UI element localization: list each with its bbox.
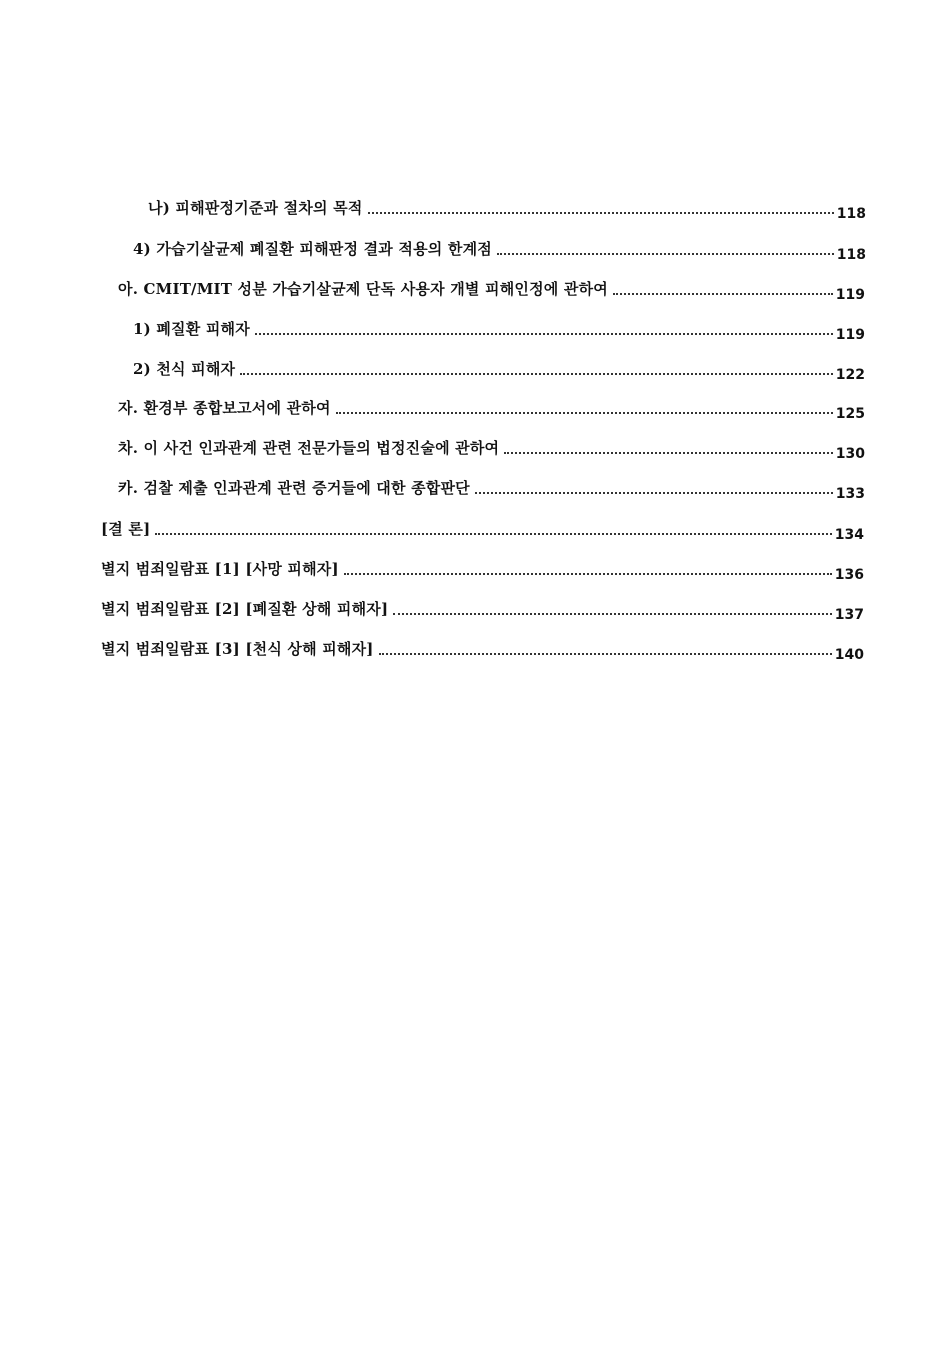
toc-entry-page: 136	[834, 567, 864, 583]
toc-entry-page: 130	[835, 446, 865, 462]
toc-entry-page: 133	[835, 486, 865, 502]
toc-entry	[118, 437, 865, 463]
toc-entry	[118, 278, 865, 304]
toc-entry-label: 별지 범죄일람표 [1] [사망 피해자]	[101, 560, 339, 578]
dot-leader	[475, 492, 833, 494]
dot-leader	[255, 333, 833, 335]
toc-entry	[118, 477, 865, 503]
dot-leader	[336, 412, 833, 414]
toc-entry-label: 1) 폐질환 피해자	[133, 320, 250, 338]
toc-entry	[133, 238, 866, 264]
toc-entry	[101, 558, 864, 584]
dot-leader	[368, 212, 834, 214]
dot-leader	[504, 452, 833, 454]
dot-leader	[613, 293, 833, 295]
toc-entry-page: 118	[836, 247, 866, 263]
toc-entry-page: 125	[835, 406, 865, 422]
toc-entry	[101, 638, 864, 664]
dot-leader	[240, 373, 833, 375]
toc-entry-label: 아. CMIT/MIT 성분 가습기살균제 단독 사용자 개별 피해인정에 관하여	[118, 280, 608, 298]
toc-entry	[118, 397, 865, 423]
toc-entry-page: 119	[835, 327, 865, 343]
toc-entry	[148, 197, 866, 223]
toc-entry-label: 차. 이 사건 인과관계 관련 전문가들의 법정진술에 관하여	[118, 439, 500, 457]
toc-entry-label: 나) 피해판정기준과 절차의 목적	[148, 199, 363, 217]
dot-leader	[497, 253, 834, 255]
toc-entry-label: 자. 환경부 종합보고서에 관하여	[118, 399, 331, 417]
toc-entry-label: 2) 천식 피해자	[133, 360, 236, 378]
toc-entry-page: 134	[834, 527, 864, 543]
toc-entry-page: 140	[834, 647, 864, 663]
toc-entry-label: 카. 검찰 제출 인과관계 관련 증거들에 대한 종합판단	[118, 479, 470, 497]
toc-entry	[101, 518, 864, 544]
toc-entry-label: 별지 범죄일람표 [3] [천식 상해 피해자]	[101, 640, 374, 658]
toc-entry-page: 118	[836, 206, 866, 222]
toc-entry	[101, 598, 864, 624]
toc-entry-page: 122	[835, 367, 865, 383]
toc-entry-page: 137	[834, 607, 864, 623]
toc-entry-label: 4) 가습기살균제 폐질환 피해판정 결과 적용의 한계점	[133, 240, 492, 258]
toc-entry	[133, 358, 865, 384]
dot-leader	[155, 533, 831, 535]
toc-entry-label: [결 론]	[101, 520, 151, 538]
toc-entry-label: 별지 범죄일람표 [2] [폐질환 상해 피해자]	[101, 600, 389, 618]
toc-entry-page: 119	[835, 287, 865, 303]
dot-leader	[344, 573, 832, 575]
toc-entry	[133, 318, 865, 344]
dot-leader	[379, 653, 832, 655]
dot-leader	[393, 613, 831, 615]
